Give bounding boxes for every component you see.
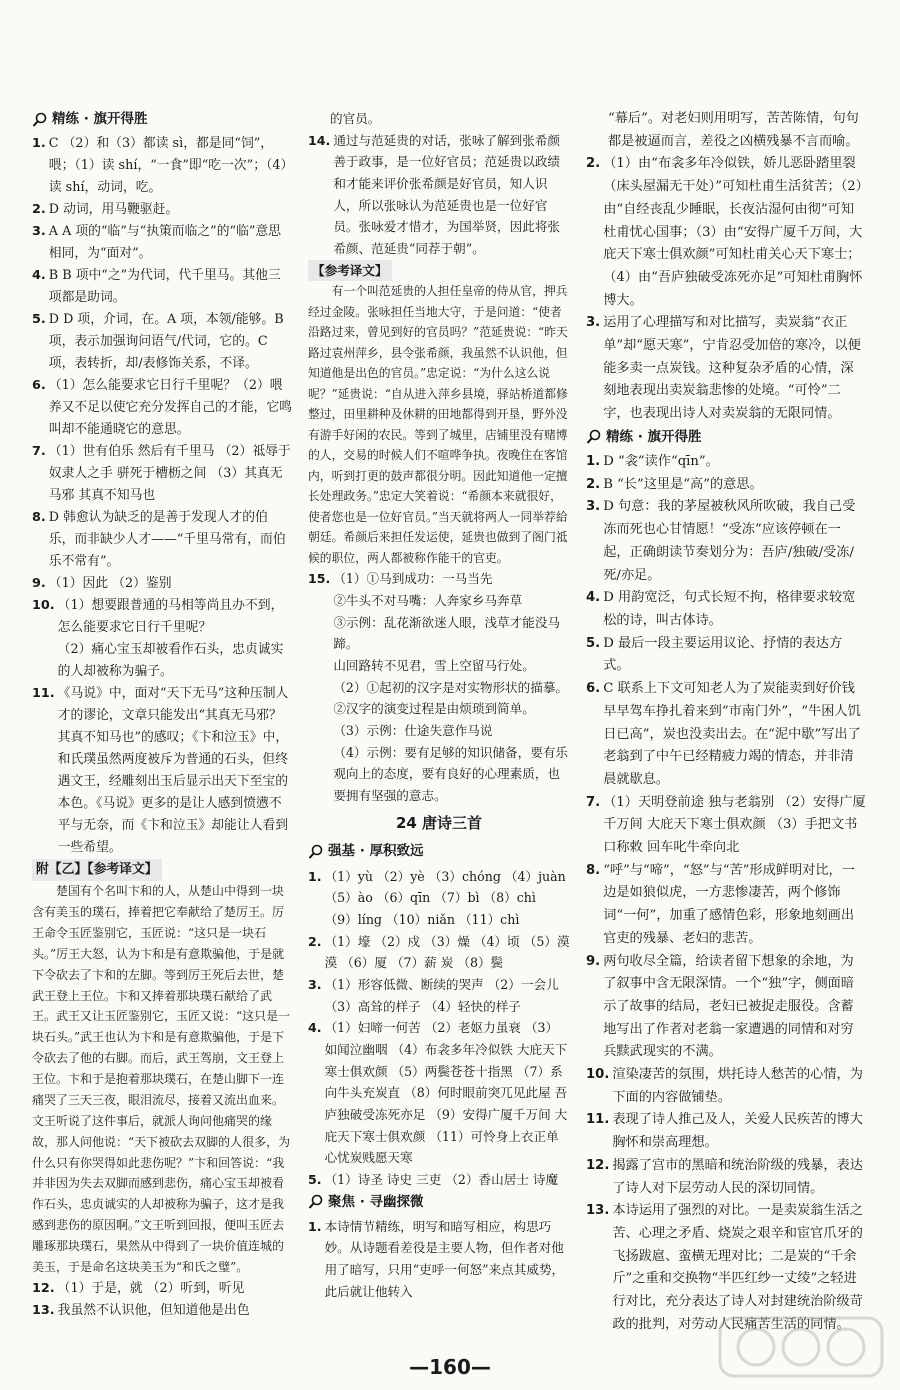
answer-item: [32, 133, 292, 199]
continued-text: 的官员。: [330, 111, 381, 126]
answer-text: （1）yù （2）yè （3）chóng （4）juàn （5）ào （6）qīn （7）bì （8）chì （9）líng （10）niǎn （11）chì: [324, 868, 566, 928]
right-column: [586, 108, 866, 1336]
answer-text: D D 项，介词，在。A 项，本领/能够。B 项，表示加强询问语气/代词，它的。C 项，表转折，却/表修饰关系，不译。: [48, 312, 284, 372]
answer-item: [586, 496, 866, 587]
answer-item: [308, 568, 570, 806]
answer-number: 8.: [32, 510, 46, 526]
answer-text: （1）由“布衾多年冷似铁，娇儿恶卧踏里裂（床头屋漏无干处）”可知杜甫生活贫苦；（2）由“自经丧乱少睡眠，长夜沾湿何由彻”可知杜甫忧心国事；（3）由“安得广厦千万间，大庇天下寒士俱欢颜”可知杜甫关心天下寒士；（4）由“吾庐独破受冻死亦足”可知杜甫胸怀博大。: [603, 156, 863, 308]
answer-site-stamp-icon: [716, 1312, 886, 1382]
answer-number: 4.: [586, 590, 601, 606]
lesson-title: 24 唐诗三首: [395, 813, 483, 832]
continued-text: “幕后”。对老妇则用明写，苦苦陈情，句句都是被逼而言，差役之凶横残暴不言而喻。: [608, 111, 859, 149]
answer-text: （1）壕 （2）戍 （3）燥 （4）顷 （5）漠 漠 （6）厦 （7）薪 炭 （8）鬓: [324, 933, 570, 971]
answer-text: B B 项中“之”为代词，代千里马。其他三项都是助词。: [48, 268, 281, 306]
answer-item: [32, 441, 292, 507]
answer-item: [32, 1278, 292, 1300]
answer-number: 7.: [32, 444, 46, 460]
answer-number: 4.: [308, 1020, 322, 1036]
answer-item: [586, 633, 866, 678]
answer-number: 7.: [586, 794, 601, 810]
answer-text: 表现了诗人推己及人，关爱人民疾苦的博大胸怀和崇高理想。: [612, 1112, 863, 1151]
section-heading: 精练 · 旗开得胜: [586, 426, 866, 449]
answer-number: 4.: [32, 268, 46, 284]
answer-text: （1）于是，就 （2）听到，听见: [57, 1280, 245, 1296]
answer-text: D 韩愈认为缺乏的是善于发现人才的伯乐，而非缺少人才——“千里马常有，而伯乐不常有”。: [48, 510, 286, 570]
answer-text: （1）怎么能要求它日行千里呢？（2）喂养又不足以使它充分发挥自己的才能，它鸣叫却不能通晓它的意思。: [48, 378, 292, 438]
answer-item: [586, 1155, 866, 1200]
answer-text: “呼”与“啼”，“怒”与“苦”形成鲜明对比，一边是如狼似虎，一方悲惨凄苦，两个修饰词“一何”，加重了感情色彩，形象地刻画出官吏的残暴、老妇的悲苦。: [603, 862, 855, 946]
answer-number: 11.: [32, 686, 55, 702]
answer-number: 1.: [32, 136, 46, 152]
answer-text: 通过与范延贵的对话，张咏了解到张希颜善于政事，是一位好官员；范延贵以政绩和才能来评价张希颜是好官员，知人识人，所以张咏认为范延贵也是一位好官员。张咏爱才惜才，为国举贤，因此将张希颜、范延贵“同荐于朝”。: [333, 132, 560, 256]
answer-number: 5.: [308, 1171, 322, 1187]
answer-number: 5.: [586, 635, 601, 651]
answer-item: [32, 375, 292, 441]
answer-number: 10.: [32, 598, 55, 614]
magnifier-icon: [586, 429, 602, 445]
answer-number: 6.: [586, 681, 601, 697]
answer-number: 8.: [586, 862, 601, 878]
answer-text: 运用了心理描写和对比描写，卖炭翁“衣正单”却“愿天寒”，宁肯忍受加倍的寒冷，以便能多卖一点炭钱。这种复杂矛盾的心情，深刻地表现出卖炭翁悲惨的处境。“可怜”二字，也表现出诗人对卖炭翁的无限同情。: [603, 315, 861, 422]
answer-item: [586, 451, 866, 474]
answer-number: 3.: [586, 315, 601, 331]
answer-number: 1.: [586, 454, 601, 470]
answer-item: [308, 1216, 570, 1303]
magnifier-icon: [32, 112, 48, 128]
answer-number: 11.: [586, 1112, 610, 1128]
answer-item: [32, 309, 292, 375]
page-number: —160—: [409, 1355, 491, 1379]
answer-text: D “衾”读作“qīn”。: [603, 454, 719, 470]
answer-item: [308, 866, 570, 931]
answer-item: [32, 507, 292, 573]
answer-text: （1）世有伯乐 然后有千里马 （2）祗辱于奴隶人之手 骈死于槽枥之间 （3）其真无马邪 其真不知马也: [48, 444, 291, 504]
answer-text: 揭露了宫市的黑暗和统治阶级的残暴，表达了诗人对下层劳动人民的深切同情。: [612, 1157, 863, 1196]
answer-text: （1）天明登前途 独与老翁别 （2）安得广厦千万间 大庇天下寒士俱欢颜 （3）手把文书口称敕 回车叱牛牵向北: [603, 794, 866, 856]
answer-number: 14.: [308, 132, 331, 148]
answer-text: C 联系上下文可知老人为了炭能卖到好价钱早早驾车挣扎着来到“市南门外”，“牛困人饥日已高”，炭也没卖出去。在“泥中歇”写出了老翁到了中午已经精疲力竭的情态，并非清晨就歇息。: [603, 681, 861, 787]
answer-item: [32, 595, 292, 683]
answer-number: 2.: [32, 202, 46, 218]
answer-item: [586, 678, 866, 792]
answer-item: [32, 683, 292, 859]
section-heading: 精练 · 旗开得胜: [32, 108, 292, 131]
answer-item: [32, 199, 292, 221]
answer-item: [308, 1017, 570, 1169]
answer-text: C （2）和（3）都读 sì，都是同“饲”，喂；（1）读 shí，“一食”即“吃一次”；（4）读 shí，动词，吃。: [48, 136, 287, 196]
answer-number: 1.: [308, 868, 322, 884]
answer-text: （1）诗圣 诗史 三吏 （2）香山居士 诗魔: [324, 1171, 559, 1187]
answer-text: 本诗情节精练，明写和暗写相应，构思巧妙。从诗题看差役是主要人物，但作者对他用了暗写，只用“吏呼一何怒”来点其威势，此后就让他转入: [324, 1218, 565, 1299]
answer-item: [308, 1169, 570, 1191]
section-heading: 强基 · 厚积致远: [308, 840, 570, 863]
answer-number: 3.: [308, 976, 322, 992]
answer-number: 9.: [586, 953, 601, 969]
answer-number: 6.: [32, 378, 46, 394]
answer-item: [586, 951, 866, 1065]
answer-text: D 最后一段主要运用议论、抒情的表达方式。: [603, 635, 843, 674]
answer-text: 《马说》中，面对“天下无马”这种压制人才的谬论，文章只能发出“其真无马邪？其真不知马也”的感叹；《卞和泣玉》中，和氏璞虽然两度被斥为普通的石头，但终遇文王，经雕刻出玉后显示出天下至宝的本色。《马说》更多的是让人感到愤懑不平与无奈，而《卞和泣玉》却能让人看到一些希望。: [57, 686, 289, 856]
answer-item: [32, 265, 292, 309]
answer-number: 2.: [586, 476, 601, 492]
answer-text: 我虽然不认识他，但知道他是出色: [57, 1302, 250, 1318]
answer-text: 渲染凄苦的氛围，烘托诗人愁苦的心情，为下面的内容做铺垫。: [612, 1067, 863, 1105]
answer-item: [308, 130, 570, 260]
answer-item: [586, 860, 866, 951]
answer-text: D 动词，用马鞭驱赶。: [48, 202, 179, 218]
answer-item: [308, 974, 570, 1017]
answer-text: D 句意：我的茅屋被秋风所吹破，我自己受冻而死也心甘情愿！“受冻”应该停顿在一起，正确朗读节奏划分为：吾庐/独破/受冻/死/亦足。: [603, 499, 856, 583]
answer-item: [586, 792, 866, 860]
answer-text: 本诗运用了强烈的对比。一是卖炭翁生活之苦、心理之矛盾、烧炭之艰辛和宦官爪牙的飞扬跋扈、蛮横无理对比；二是炭的“千余斤”之重和交换物“半匹红纱一丈绫”之轻进行对比，充分表达了诗人对封建统治阶级苛政的批判，对劳动人民痛苦生活的同情。: [612, 1203, 863, 1332]
left-column: [32, 108, 292, 1322]
magnifier-icon: [308, 844, 324, 860]
translation-text: 有一个叫范延贵的人担任皇帝的侍从官，押兵经过金陵。张咏担任当地大守，于是问道：“使者沿路过来，曾见到好的官员吗？”范延贵说：“昨天路过袁州萍乡，县令张希颜，我虽然不认识他，但知道他是出色的官员。”忠定说：“为什么这么说呢？”延贵说：“自从进入萍乡县境，驿站桥道都修整过，田里耕种及休耕的田地都得到开垦，野外没有游手好闲的农民。等到了城里，店铺里没有赌博的人，交易的时候人们不喧哗争执。夜晚住在客馆内，听到打更的鼓声都很分明。因此知道他一定擅长处理政务。”忠定大笑着说：“希颜本来就很好，使者您也是一位好官员。”当天就将两人一同举荐給朝廷。希颜后来担任发运使，延贵也做到了阁门祗候的职位，两人都被称作能干的官吏。: [308, 284, 568, 565]
answer-number: 3.: [586, 499, 601, 515]
answer-number: 13.: [32, 1302, 55, 1318]
answer-number: 12.: [32, 1280, 55, 1296]
answer-number: 13.: [586, 1203, 610, 1219]
answer-text: B “长”这里是“高”的意思。: [603, 476, 763, 492]
answer-item: [32, 573, 292, 595]
answer-item: [586, 474, 866, 497]
answer-text: （1）①马到成功：一马当先 ②牛头不对马嘴：人奔家乡马奔草 ③示例：乱花渐欲迷人眼，浅草才能没马蹄。 山回路转不见君，雪上空留马行处。 （2）①起初的汉字是对实物形状的描摹。 ②汉字的演变过程是由烦琐到简单。 （3）示例：仕途失意作马说 （4）示例：要有足够的知识储备，要有乐观向上的态度，要有良好的心理素质，也要拥有坚强的意志。: [333, 571, 569, 804]
magnifier-icon: [308, 1194, 324, 1210]
answer-item: [32, 1300, 292, 1322]
answer-number: 2.: [586, 156, 601, 172]
answer-text: 两句收尽全篇，给读者留下想象的余地，为了叙事中含无限深情。一个“独”字，侧面暗示了故事的结局，老妇已被捉走服役。含蓄地写出了作者对老翁一家遭遇的同情和对穷兵黩武现实的不满。: [603, 953, 855, 1060]
answer-item: [586, 587, 866, 632]
reference-translation-heading: 【参考译文】: [308, 260, 392, 282]
answer-number: 5.: [32, 312, 46, 328]
section-heading: 聚焦 · 寻幽探微: [308, 1191, 570, 1214]
answer-text: D 用韵宽泛，句式长短不拘，格律要求较宽松的诗，叫古体诗。: [603, 590, 856, 628]
answer-item: [586, 312, 866, 426]
answer-text: （1）妇啼一何苦 （2）老妪力虽衰 （3）如闻泣幽咽 （4）布衾多年冷似铁 大庇天下寒士俱欢颜 （5）两鬓苍苍十指黑 （7）系向牛头充炭直 （8）何时眼前突兀见此屋 吾庐独破受冻死亦足 （9）安得广厦千万间 大庇天下寒士俱欢颜 （11）可怜身上衣正单 心忧炭贱愿天寒: [324, 1020, 568, 1166]
answer-number: 2.: [308, 933, 322, 949]
answer-text: （1）想要跟普通的马相等尚且办不到，怎么能要求它日行千里呢？ （2）痛心宝玉却被看作石头，忠贞诚实的人却被称为骗子。: [57, 598, 284, 680]
answer-item: [586, 1064, 866, 1109]
appendix-heading: 附【乙】【参考译文】: [32, 859, 162, 881]
middle-column: [308, 108, 570, 1302]
answer-text: A A 项的“临”与“执策而临之”的“临”意思相同，为“面对”。: [48, 224, 281, 262]
answer-number: 15.: [308, 571, 331, 587]
answer-number: 3.: [32, 224, 46, 240]
answer-text: （1）因此 （2）鉴别: [48, 576, 172, 592]
answer-number: 10.: [586, 1067, 610, 1083]
answer-number: 12.: [586, 1157, 610, 1173]
translation-text: 楚国有个名叫卞和的人，从楚山中得到一块含有美玉的璞石，捧着把它奉献给了楚厉王。厉王命令玉匠鉴别它，玉匠说：“这只是一块石头。”厉王大怒，认为卞和是有意欺骗他，于是就下令砍去了卞和的左脚。等到厉王死后去世，楚武王登上王位。卞和又捧着那块璞石献给了武王。武王又让玉匠鉴别它，玉匠又说：“这只是一块石头。”武王也认为卞和是有意欺骗他，于是下令砍去了他的右脚。而后，武王驾崩，文王登上王位。卞和于是抱着那块璞石，在楚山脚下一连痛哭了三天三夜，眼泪流尽，接着又流出血来。文王听说了这件事后，就派人询问他痛哭的缘故，那人问他说：“天下被砍去双脚的人很多，为什么只有你哭得如此悲伤呢？”卞和回答说：“我并非因为失去双脚而感到悲伤，痛心宝玉却被看作石头，忠贞诚实的人却被称为骗子，这才是我感到悲伤的原因啊。”文王听到回报，便叫玉匠去雕琢那块璞石，果然从中得到了一块价值连城的美玉，于是命名这块美玉为“和氏之璧”。: [32, 884, 291, 1274]
answer-text: （1）形容低微、断续的哭声 （2）一会儿 （3）高耸的样子 （4）轻快的样子: [324, 976, 559, 1014]
answer-item: [308, 931, 570, 974]
answer-number: 9.: [32, 576, 46, 592]
answer-number: 1.: [308, 1218, 322, 1234]
answer-item: [586, 1109, 866, 1154]
answer-item: [586, 153, 866, 312]
answer-item: [32, 221, 292, 265]
